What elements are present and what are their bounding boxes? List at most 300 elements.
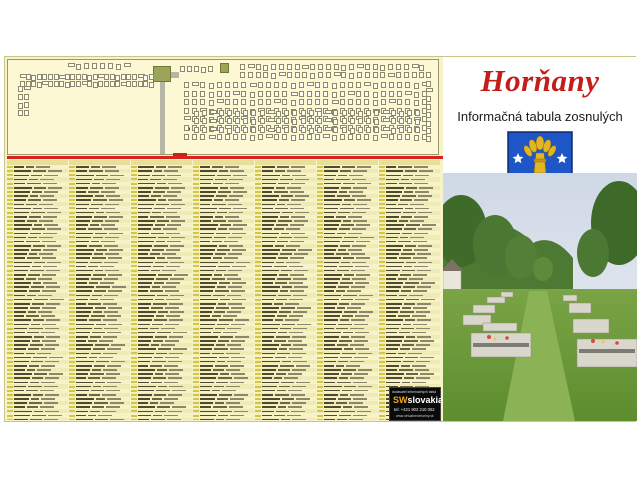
grave-plot <box>201 67 206 73</box>
grave-plot <box>42 74 47 80</box>
page-title: Horňany <box>480 63 600 98</box>
grave-plot <box>326 64 331 70</box>
grave-plot <box>332 135 337 141</box>
grave-plot <box>291 83 296 89</box>
grave-plot <box>292 119 297 125</box>
grave-plot <box>358 111 363 117</box>
grave-plot <box>358 118 363 124</box>
grave-plot <box>282 82 287 88</box>
grave-plot <box>284 127 289 133</box>
grave-plot <box>266 99 271 105</box>
grave-plot <box>287 72 292 78</box>
grave-plot <box>184 125 189 131</box>
grave-plot <box>92 63 97 69</box>
grave-plot <box>100 63 105 69</box>
grave-plot <box>251 110 256 116</box>
main-path <box>160 72 165 154</box>
grave-plot <box>364 91 369 97</box>
grave-plot <box>380 72 385 78</box>
grave-plot <box>373 72 378 78</box>
grave-plot <box>426 72 431 78</box>
grave-plot <box>93 82 98 88</box>
register-column <box>317 160 378 420</box>
grave-plot <box>349 64 354 70</box>
advert-caption: dodavatel informačných tabúl <box>392 390 437 394</box>
grave-plot <box>274 134 279 140</box>
grave-plot <box>350 110 355 116</box>
grave-plot <box>48 74 53 80</box>
grave-plot <box>307 99 312 105</box>
grave-plot <box>54 74 59 80</box>
grave-plot <box>70 74 75 80</box>
grave-plot <box>291 100 296 106</box>
grave-plot <box>260 127 265 133</box>
grave-plot <box>132 81 137 87</box>
grave-plot <box>68 63 75 67</box>
grave-plot <box>295 72 300 78</box>
grave-plot <box>138 81 143 87</box>
grave-plot <box>388 73 395 77</box>
register-row <box>7 418 68 420</box>
grave-plot <box>364 134 369 140</box>
grave-plot <box>149 82 154 88</box>
grave-plot <box>235 127 240 133</box>
grave-plot <box>419 65 424 71</box>
grave-plot <box>268 128 275 132</box>
register-row <box>317 418 378 420</box>
grave-plot <box>233 134 238 140</box>
grave-plot <box>373 83 378 89</box>
grave-plot <box>325 118 332 122</box>
grave-plot <box>404 72 409 78</box>
grave-plot <box>24 94 29 100</box>
grave-plot <box>121 74 126 80</box>
grave-plot <box>348 91 355 95</box>
grave-plot <box>184 134 189 140</box>
grave-plot <box>342 118 347 124</box>
grave-plot <box>426 136 431 142</box>
grave-plot <box>373 135 378 141</box>
grave-plot <box>389 134 394 140</box>
grave-plot <box>274 82 279 88</box>
grave-plot <box>208 66 213 72</box>
grave-plot <box>342 110 347 116</box>
grave-plot <box>202 118 207 124</box>
advert-phone: tel: +421 903 210 052 <box>394 407 435 412</box>
grave-plot <box>299 91 304 97</box>
grave-plot <box>399 111 404 117</box>
grave-plot <box>374 127 379 133</box>
register-column <box>379 160 440 420</box>
grave-plot <box>192 82 199 86</box>
chapel-building <box>153 66 171 82</box>
grave-plot <box>383 127 390 131</box>
grave-plot <box>251 119 256 125</box>
grave-plot <box>192 134 197 140</box>
grave-plot <box>271 73 276 79</box>
grave-plot <box>334 72 341 76</box>
register-row <box>255 418 316 420</box>
grave-plot <box>323 91 328 97</box>
grave-plot <box>260 110 265 116</box>
grave-plot <box>65 82 70 88</box>
register-divider <box>7 156 443 159</box>
grave-plot <box>37 74 42 80</box>
grave-plot <box>381 91 386 97</box>
grave-plot <box>241 134 246 140</box>
grave-plot <box>279 64 284 70</box>
grave-plot <box>250 92 255 98</box>
grave-plot <box>309 118 314 124</box>
grave-plot <box>108 63 113 69</box>
grave-plot <box>299 134 304 140</box>
grave-plot <box>241 99 246 105</box>
grave-plot <box>194 118 199 124</box>
grave-plot <box>415 127 420 133</box>
grave-plot <box>310 73 315 79</box>
grave-plot <box>414 135 419 141</box>
register-column <box>193 160 254 420</box>
grave-plot <box>256 64 261 70</box>
grave-plot <box>291 135 296 141</box>
grave-plot <box>358 127 363 133</box>
grave-plot <box>397 82 402 88</box>
grave-plot <box>340 134 345 140</box>
grave-plot <box>295 64 300 70</box>
grave-plot <box>263 65 268 71</box>
grave-plot <box>364 99 369 105</box>
grave-plot <box>184 91 189 97</box>
grave-plot <box>258 82 263 88</box>
grave-plot <box>104 81 109 87</box>
grave-plot <box>333 119 338 125</box>
grave-plot <box>251 127 256 133</box>
grave-plot <box>307 91 312 97</box>
grave-plot <box>348 134 353 140</box>
grave-plot <box>192 99 197 105</box>
grave-plot <box>412 72 417 78</box>
grave-plot <box>279 72 286 76</box>
grave-plot <box>323 99 328 105</box>
grave-plot <box>405 99 410 105</box>
grave-plot <box>340 91 345 97</box>
cemetery-map <box>7 59 439 155</box>
grave-plot <box>219 127 224 133</box>
grave-plot <box>325 110 332 114</box>
grave-plot <box>219 110 224 116</box>
grave-plot <box>426 104 431 110</box>
grave-plot <box>405 91 412 95</box>
grave-plot <box>202 127 207 133</box>
grave-plot <box>356 134 361 140</box>
grave-plot <box>426 96 431 102</box>
grave-plot <box>302 65 309 69</box>
grave-plot <box>299 82 304 88</box>
grave-plot <box>240 72 245 78</box>
grave-plot <box>302 72 307 78</box>
grave-plot <box>84 63 89 69</box>
grave-plot <box>76 81 81 87</box>
grave-plot <box>227 118 232 124</box>
grave-plot <box>350 118 355 124</box>
grave-plot <box>241 91 246 97</box>
grave-plot <box>284 110 289 116</box>
grave-plot <box>357 64 364 68</box>
register-row <box>193 418 254 420</box>
grave-plot <box>87 81 92 87</box>
grave-plot <box>18 86 23 92</box>
register-column <box>69 160 130 420</box>
grave-plot <box>233 91 240 95</box>
grave-plot <box>317 127 322 133</box>
grave-plot <box>389 99 396 103</box>
grave-plot <box>381 82 386 88</box>
info-panel <box>443 57 637 421</box>
grave-plot <box>227 110 232 116</box>
grave-plot <box>407 110 412 116</box>
grave-plot <box>348 82 353 88</box>
grave-plot <box>282 91 287 97</box>
grave-plot <box>315 99 320 105</box>
grave-plot <box>315 134 320 140</box>
grave-plot <box>426 88 433 92</box>
grave-plot <box>143 81 148 87</box>
grave-plot <box>366 110 371 116</box>
grave-plot <box>414 100 419 106</box>
grave-plot <box>326 72 331 78</box>
grave-plot <box>24 102 29 108</box>
grave-plot <box>271 64 276 70</box>
grave-plot <box>268 110 275 114</box>
advert-brand <box>393 395 443 405</box>
grave-plot <box>407 118 412 124</box>
grave-plot <box>76 74 81 80</box>
grave-plot <box>184 108 189 114</box>
deceased-register <box>7 160 441 420</box>
grave-plot <box>258 134 263 140</box>
grave-plot <box>399 118 404 124</box>
grave-plot <box>227 128 232 134</box>
register-column <box>255 160 316 420</box>
grave-plot <box>98 81 103 87</box>
grave-plot <box>317 118 322 124</box>
grave-plot <box>332 92 337 98</box>
grave-plot <box>274 99 281 103</box>
grave-plot <box>243 118 248 124</box>
grave-plot <box>240 64 245 70</box>
grave-plot <box>282 99 287 105</box>
grave-plot <box>248 64 255 68</box>
grave-plot <box>210 127 217 131</box>
grave-plot <box>235 111 240 117</box>
grave-plot <box>282 134 287 140</box>
grave-plot <box>397 91 402 97</box>
grave-plot <box>381 134 388 138</box>
grave-plot <box>266 82 271 88</box>
grave-plot <box>54 81 59 87</box>
grave-plot <box>301 118 306 124</box>
grave-plot <box>419 72 424 78</box>
grave-plot <box>250 135 255 141</box>
grave-plot <box>263 72 268 78</box>
grave-plot <box>356 82 361 88</box>
grave-plot <box>383 118 390 122</box>
grave-plot <box>184 99 189 105</box>
grave-plot <box>266 134 273 138</box>
register-column <box>7 160 68 420</box>
grave-plot <box>217 99 224 103</box>
grave-plot <box>210 119 217 123</box>
grave-plot <box>350 128 355 134</box>
grave-plot <box>276 127 281 133</box>
grave-plot <box>341 72 346 78</box>
grave-plot <box>325 127 332 131</box>
grave-plot <box>307 82 314 86</box>
grave-plot <box>276 111 281 117</box>
grave-plot <box>397 99 402 105</box>
grave-plot <box>315 91 320 97</box>
grave-plot <box>391 128 396 134</box>
grave-plot <box>217 91 222 97</box>
grave-plot <box>26 74 31 80</box>
advert-brand-suffix: slovakia <box>407 395 444 405</box>
advert-brand-prefix: SW <box>393 395 408 405</box>
grave-plot <box>396 64 401 70</box>
grave-plot <box>332 83 337 89</box>
grave-plot <box>426 128 431 134</box>
grave-plot <box>323 82 328 88</box>
grave-plot <box>194 111 199 117</box>
grave-plot <box>412 64 419 68</box>
grave-plot <box>250 100 255 106</box>
grave-plot <box>334 64 339 70</box>
grave-plot <box>209 92 214 98</box>
grave-plot <box>200 82 205 88</box>
grave-plot <box>414 83 419 89</box>
grave-plot <box>194 127 199 133</box>
grave-plot <box>70 81 75 87</box>
grave-plot <box>59 81 64 87</box>
grave-plot <box>309 110 314 116</box>
grave-plot <box>373 92 378 98</box>
grave-plot <box>225 91 230 97</box>
grave-plot <box>180 66 185 72</box>
grave-plot <box>209 83 214 89</box>
grave-plot <box>332 100 339 104</box>
grave-plot <box>115 81 120 87</box>
grave-plot <box>426 121 431 127</box>
grave-plot <box>399 127 404 133</box>
grave-plot <box>396 72 401 78</box>
grave-plot <box>341 65 346 71</box>
grave-plot <box>397 134 402 140</box>
grave-plot <box>225 134 230 140</box>
grave-plot <box>405 82 410 88</box>
grave-plot <box>65 74 70 80</box>
grave-plot <box>76 64 81 70</box>
grave-plot <box>333 110 338 116</box>
grave-plot <box>268 118 275 122</box>
grave-plot <box>93 74 98 80</box>
grave-plot <box>415 119 420 125</box>
grave-plot <box>209 100 214 106</box>
grave-plot <box>381 99 386 105</box>
grave-plot <box>365 64 370 70</box>
grave-plot <box>235 118 240 124</box>
grave-plot <box>274 91 279 97</box>
grave-plot <box>225 82 230 88</box>
grave-plot <box>364 82 371 86</box>
register-row <box>131 418 192 420</box>
grave-plot <box>233 99 238 105</box>
grave-plot <box>192 91 197 97</box>
grave-plot <box>373 100 378 106</box>
grave-plot <box>82 74 87 80</box>
grave-plot <box>356 99 361 105</box>
grave-plot <box>380 65 385 71</box>
grave-plot <box>187 66 192 72</box>
grave-plot <box>301 127 306 133</box>
grave-plot <box>366 127 371 133</box>
grave-plot <box>349 73 354 79</box>
supplier-advert <box>389 387 444 421</box>
grave-plot <box>200 134 205 140</box>
grave-plot <box>366 118 371 124</box>
grave-plot <box>116 64 121 70</box>
grave-plot <box>291 92 298 96</box>
grave-plot <box>132 74 137 80</box>
grave-plot <box>266 91 271 97</box>
grave-plot <box>126 81 131 87</box>
grave-plot <box>301 110 306 116</box>
grave-plot <box>149 74 154 80</box>
grave-plot <box>389 91 394 97</box>
grave-plot <box>374 119 379 125</box>
cemetery-photo <box>443 173 637 421</box>
grave-plot <box>310 64 315 70</box>
page-subtitle: Informačná tabula zosnulých <box>457 109 623 124</box>
grave-plot <box>391 110 396 116</box>
grave-plot <box>258 99 263 105</box>
grave-plot <box>210 110 217 114</box>
grave-plot <box>348 99 353 105</box>
grave-plot <box>184 82 189 88</box>
grave-plot <box>225 99 230 105</box>
grave-plot <box>299 99 304 105</box>
grave-plot <box>356 91 361 97</box>
grave-plot <box>258 91 263 97</box>
grave-plot <box>287 64 292 70</box>
grave-plot <box>104 74 109 80</box>
grave-plot <box>18 110 23 116</box>
grave-plot <box>217 82 222 88</box>
grave-plot <box>284 118 289 124</box>
grave-plot <box>405 134 410 140</box>
grave-plot <box>340 99 345 105</box>
grave-plot <box>18 103 23 109</box>
grave-plot <box>404 64 409 70</box>
grave-plot <box>48 81 53 87</box>
grave-plot <box>415 110 420 116</box>
grave-plot <box>248 72 253 78</box>
grave-plot <box>357 72 362 78</box>
grave-plot <box>243 110 248 116</box>
grave-plot <box>209 135 216 139</box>
grave-plot <box>342 127 347 133</box>
grave-plot <box>309 128 314 134</box>
grave-plot <box>202 110 207 116</box>
grave-plot <box>307 134 312 140</box>
